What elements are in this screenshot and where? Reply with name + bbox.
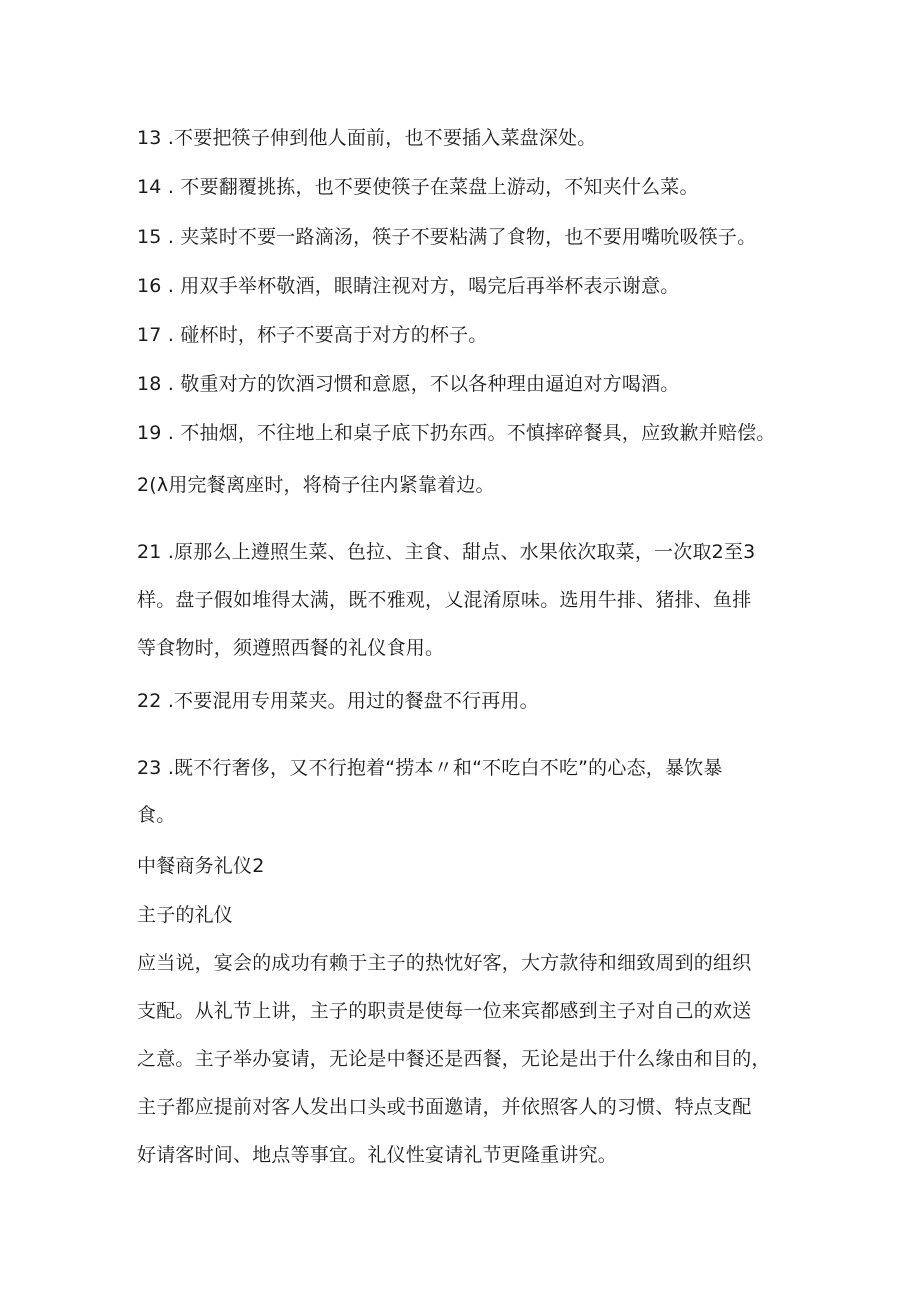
rule-18: 18 . 敬重对方的饮酒习惯和意愿，不以各种理由逼迫对方喝酒。 (137, 373, 680, 395)
paragraph-line-4: 主子都应提前对客人发出口头或书面邀请，并依照客人的习惯、特点支配 (137, 1096, 752, 1118)
rule-21-line-2: 样。盘子假如堆得太满，既不雅观，乂混淆原味。选用牛排、猪排、鱼排 (137, 589, 752, 611)
rule-14: 14 . 不要翻覆挑拣，也不要使筷子在菜盘上游动，不知夹什么菜。 (137, 176, 699, 198)
paragraph-line-3: 之意。主子举办宴请，无论是中餐还是西餐，无论是出于什么缘由和目的， (137, 1048, 771, 1070)
rule-13: 13 .不要把筷子伸到他人面前，也不要插入菜盘深处。 (137, 127, 597, 149)
paragraph-line-5: 好请客时间、地点等事宜。礼仪性宴请礼节更隆重讲究。 (137, 1144, 618, 1166)
rule-17: 17 . 碰杯时，杯子不要高于对方的杯子。 (137, 324, 488, 346)
rule-20: 2(λ用完餐离座时，将椅子往内紧靠着边。 (137, 474, 495, 496)
paragraph-line-2: 支配。从礼节上讲，主子的职责是使每一位来宾都感到主子对自己的欢送 (137, 1000, 752, 1022)
rule-19: 19 . 不抽烟，不往地上和桌子底下扔东西。不慎摔碎餐具，应致歉并赔偿。 (137, 422, 776, 444)
subsection-heading: 主子的礼仪 (137, 904, 234, 926)
rule-15: 15 . 夹菜时不要一路滴汤，筷子不要粘满了食物，也不要用嘴吮吸筷子。 (137, 226, 757, 248)
rule-21-line-3: 等食物时，须遵照西餐的礼仪食用。 (137, 637, 445, 659)
rule-21-line-1: 21 .原那么上遵照生菜、色拉、主食、甜点、水果依次取菜，一次取2至3 (137, 541, 756, 563)
rule-23-line-2: 食。 (137, 804, 176, 826)
rule-22: 22 .不要混用专用菜夹。用过的餐盘不行再用。 (137, 690, 539, 712)
rule-16: 16 . 用双手举杯敬酒，眼睛注视对方，喝完后再举杯表示谢意。 (137, 275, 680, 297)
rule-23-line-1: 23 .既不行奢侈，又不行抱着“捞本〃和“不吃白不吃”的心态，暴饮暴 (137, 757, 723, 779)
section-heading: 中餐商务礼仪2 (137, 855, 265, 877)
paragraph-line-1: 应当说，宴会的成功有赖于主子的热忱好客，大方款待和细致周到的组织 (137, 952, 752, 974)
